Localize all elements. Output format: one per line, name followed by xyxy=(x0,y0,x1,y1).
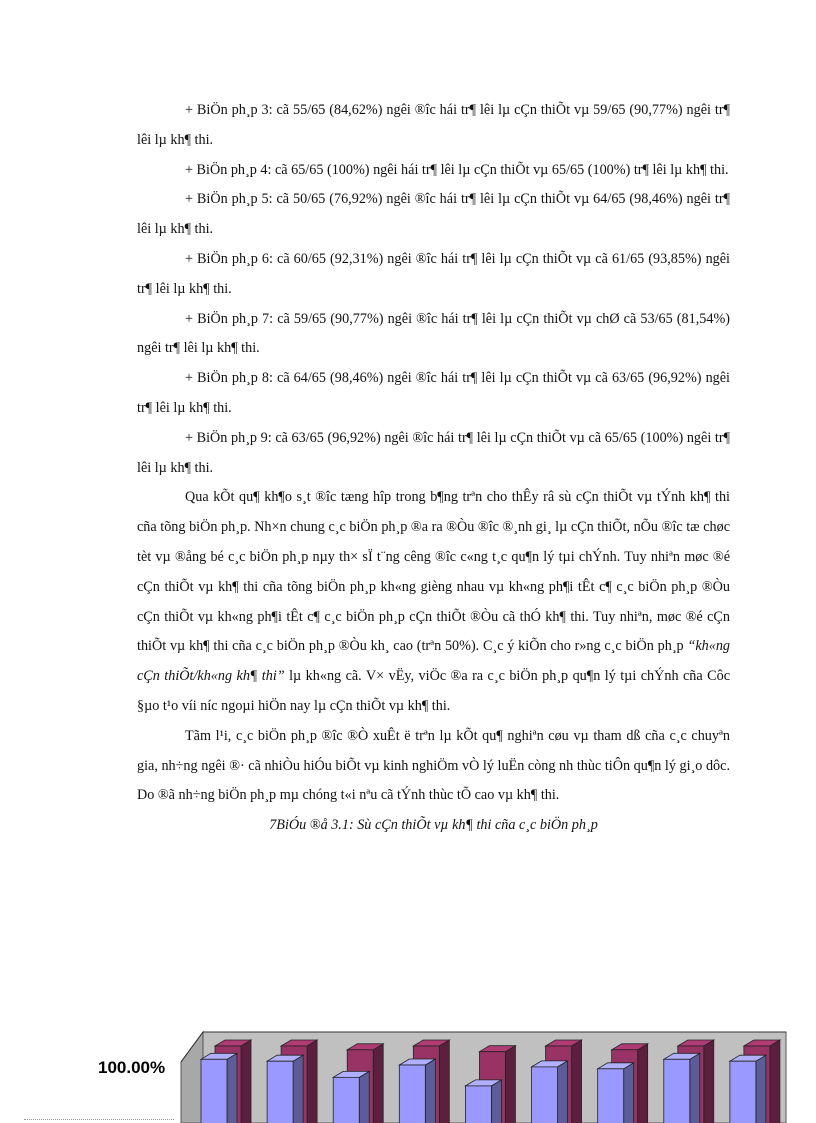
paragraph-tail: lµ kh«ng cã. V× vËy, viÖc ®a ra c¸c biÖn ph¸p qu¶n lý tµi chÝnh cña Côc §µo t¹o víi níc ngoµi hiÖn nay lµ cÇn thiÕt vµ kh¶ thi. xyxy=(137,668,730,714)
bar-series-2-side xyxy=(704,1040,714,1123)
paragraph xyxy=(137,722,730,811)
paragraph-text: Qua kÕt qu¶ kh¶o s¸t ®îc tæng hîp trong b¶ng trªn cho thÊy râ sù cÇn thiÕt vµ tÝnh kh¶ thi cña tõng biÖn ph¸p. Nh×n chung c¸c biÖn ph¸p ®a ra ®Òu ®îc ®¸nh gi¸ lµ cÇn thiÕt, nÕu ®îc tæ chøc tèt vµ ®ång bé c¸c biÖn ph¸p nµy th× sÏ t¨ng cêng ®îc c«ng t¸c qu¶n lý tµi chÝnh. Tuy nhiªn møc ®é cÇn thiÕt vµ kh¶ thi cña tõng biÖn ph¸p kh«ng gièng nhau vµ kh«ng ph¶i tÊt c¶ c¸c biÖn ph¸p ®Òu cÇn thiÕt vµ kh«ng ph¶i tÊt c¶ c¸c biÖn ph¸p cÇn thiÕt ®Òu cã thÓ kh¶ thi. Tuy nhiªn, møc ®é cÇn thiÕt vµ kh¶ thi cña c¸c biÖn ph¸p ®Òu kh¸ cao (trªn 50%). C¸c ý kiÕn cho r»ng c¸c biÖn ph¸p xyxy=(137,489,730,655)
paragraph xyxy=(137,156,730,186)
bar-series-2-side xyxy=(439,1040,449,1123)
bar-series-2-side xyxy=(241,1040,251,1123)
bar-series-1-side xyxy=(756,1055,766,1123)
paragraph-text: + BiÖn ph¸p 4: cã 65/65 (100%) ngêi hái tr¶ lêi lµ cÇn thiÕt vµ 65/65 (100%) tr¶ lêi lµ kh¶ thi. xyxy=(185,161,729,178)
paragraph-text: Tãm l¹i, c¸c biÖn ph¸p ®îc ®Ò xuÊt ë trªn lµ kÕt qu¶ nghiªn cøu vµ tham dß cña c¸c chuyªn gia, nh÷ng ngêi ®· cã nhiÒu hiÓu biÕt vµ kinh nghiÖm vÒ lý luËn còng nh thùc tiÔn qu¶n lý gi¸o dôc. Do ®ã nh÷ng biÖn ph¸p mµ chóng t«i nªu cã tÝnh thùc tÕ cao vµ kh¶ thi. xyxy=(137,727,730,804)
bar-series-1-side xyxy=(425,1059,435,1123)
bar-series-1-side xyxy=(690,1053,700,1123)
paragraph xyxy=(137,305,730,365)
bar-series-2-side xyxy=(770,1040,780,1123)
bar-series-1-side xyxy=(491,1080,501,1123)
paragraph-text: + BiÖn ph¸p 7: cã 59/65 (90,77%) ngêi ®îc hái tr¶ lêi lµ cÇn thiÕt vµ chØ cã 53/65 (81,54%) ngêi tr¶ lêi lµ kh¶ thi. xyxy=(137,310,730,357)
bar-chart xyxy=(0,1020,816,1123)
paragraph-text: + BiÖn ph¸p 5: cã 50/65 (76,92%) ngêi ®îc hái tr¶ lêi lµ cÇn thiÕt vµ 64/65 (98,46%) ngêi tr¶ lêi lµ kh¶ thi. xyxy=(137,191,730,238)
paragraph xyxy=(137,483,730,721)
y-tick-label: 100.00% xyxy=(98,1058,166,1077)
paragraph-text: + BiÖn ph¸p 9: cã 63/65 (96,92%) ngêi ®îc hái tr¶ lêi lµ cÇn thiÕt vµ cã 65/65 (100%) ngêi tr¶ lêi lµ kh¶ thi. xyxy=(137,429,730,476)
emphasis-text: “kh«ng cÇn thiÕt/kh«ng kh¶ thi” xyxy=(137,638,731,685)
paragraph-text: + BiÖn ph¸p 6: cã 60/65 (92,31%) ngêi ®îc hái tr¶ lêi lµ cÇn thiÕt vµ cã 61/65 (93,85%) ngêi tr¶ lêi lµ kh¶ thi. xyxy=(137,250,730,297)
bar-series-1-side xyxy=(624,1063,634,1123)
bar-series-1-front xyxy=(201,1059,227,1123)
paragraph xyxy=(137,96,730,156)
bar-series-1-front xyxy=(664,1059,690,1123)
paragraph xyxy=(137,185,730,245)
paragraph xyxy=(137,364,730,424)
bar-series-2-side xyxy=(307,1040,317,1123)
bar-series-1-front xyxy=(267,1061,293,1123)
paragraph xyxy=(137,245,730,305)
figure-caption: 7BiÓu ®å 3.1: Sù cÇn thiÕt vµ kh¶ thi cña c¸c biÖn ph¸p xyxy=(269,817,598,834)
bar-series-2-side xyxy=(505,1046,515,1123)
bar-series-2-side xyxy=(638,1044,648,1123)
bar-series-1-side xyxy=(359,1071,369,1123)
bar-series-1-front xyxy=(399,1065,425,1123)
bar-series-1-side xyxy=(558,1061,568,1123)
bar-series-2-side xyxy=(572,1040,582,1123)
chart-bars xyxy=(201,1040,780,1123)
bar-series-2-side xyxy=(373,1044,383,1123)
document-body xyxy=(137,96,730,837)
bar-series-1-front xyxy=(730,1061,756,1123)
chart-side-wall xyxy=(181,1032,203,1123)
bar-series-1-side xyxy=(293,1055,303,1123)
bar-series-1-front xyxy=(465,1086,491,1123)
paragraph-text: + BiÖn ph¸p 3: cã 55/65 (84,62%) ngêi ®îc hái tr¶ lêi lµ cÇn thiÕt vµ 59/65 (90,77%) ngêi tr¶ lêi lµ kh¶ thi. xyxy=(137,102,730,148)
bar-series-1-front xyxy=(532,1067,558,1123)
bar-series-1-front xyxy=(333,1077,359,1123)
bar-series-1-side xyxy=(227,1053,237,1123)
paragraph-list xyxy=(137,96,730,811)
paragraph-text: + BiÖn ph¸p 8: cã 64/65 (98,46%) ngêi ®îc hái tr¶ lêi lµ cÇn thiÕt vµ cã 63/65 (96,92%) ngêi tr¶ lêi lµ kh¶ thi. xyxy=(137,370,730,416)
page-rule xyxy=(24,1119,174,1120)
paragraph xyxy=(137,424,730,484)
bar-series-1-front xyxy=(598,1069,624,1123)
